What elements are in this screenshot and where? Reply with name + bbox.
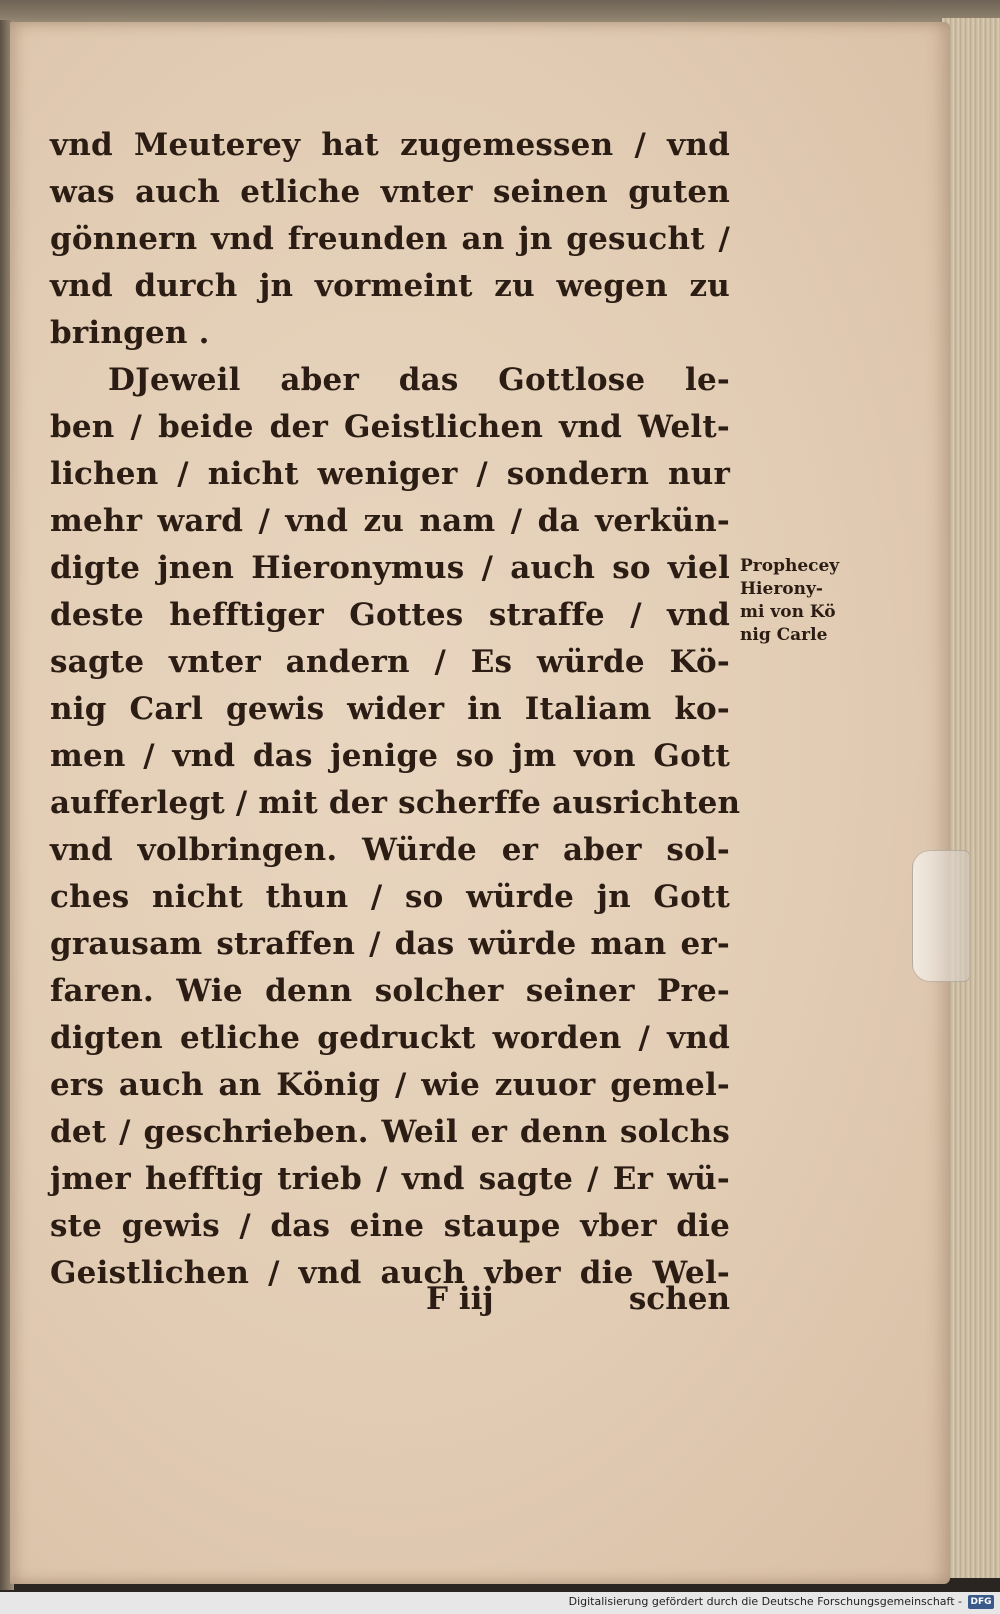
text-line: jmer hefftig trieb / vnd sagte / Er wü- [50,1161,730,1197]
text-line: bringen . [50,315,210,351]
text-line: DJeweil aber das Gottlose le- [108,362,730,398]
marginal-note-line: nig Carle [740,625,828,645]
text-line: lichen / nicht weniger / sondern nur [50,456,730,492]
footer-bar [0,1592,1000,1614]
text-line: vnd volbringen. Würde er aber sol- [50,832,730,868]
marginal-note [740,555,870,647]
marginal-note-line: Prophecey [740,556,840,576]
text-line: ers auch an König / wie zuuor gemel- [50,1067,730,1103]
page-clip [912,850,970,982]
marginal-note-line: mi von Kö [740,602,836,622]
text-line: sagte vnter andern / Es würde Kö- [50,644,730,680]
text-line: Geistlichen / vnd auch vber die Wel- [50,1255,730,1291]
text-line: nig Carl gewis wider in Italiam ko- [50,691,730,727]
text-line: deste hefftiger Gottes straffe / vnd [50,597,730,633]
marginal-note-line: Hierony- [740,579,823,599]
text-line: vnd durch jn vormeint zu wegen zu [50,268,730,304]
page-foot-line [50,1276,730,1323]
catchword: schen [628,1281,730,1317]
funding-credit: Digitalisierung gefördert durch die Deutsche Forschungsgemeinschaft - [568,1595,962,1608]
text-line: mehr ward / vnd zu nam / da verkün- [50,503,730,539]
text-line: men / vnd das jenige so jm von Gott [50,738,730,774]
text-line: faren. Wie denn solcher seiner Pre- [50,973,730,1009]
text-line: vnd Meuterey hat zugemessen / vnd [50,127,730,163]
text-line: ben / beide der Geistlichen vnd Welt- [50,409,730,445]
text-line: was auch etliche vnter seinen guten [50,174,730,210]
signature-mark: F iij [426,1281,494,1317]
main-text-block [50,122,741,1297]
text-line: grausam straffen / das würde man er- [50,926,730,962]
text-line: det / geschrieben. Weil er denn solchs [50,1114,730,1150]
text-line: digte jnen Hieronymus / auch so viel [50,550,730,586]
dfg-logo-icon: DFG [968,1595,994,1609]
text-line: ste gewis / das eine staupe vber die [50,1208,730,1244]
text-line: gönnern vnd freunden an jn gesucht / [50,221,730,257]
text-line: digten etliche gedruckt worden / vnd [50,1020,730,1056]
book-page [10,22,950,1584]
text-line: aufferlegt / mit der scherffe ausrichten [50,785,741,821]
text-line: ches nicht thun / so würde jn Gott [50,879,730,915]
